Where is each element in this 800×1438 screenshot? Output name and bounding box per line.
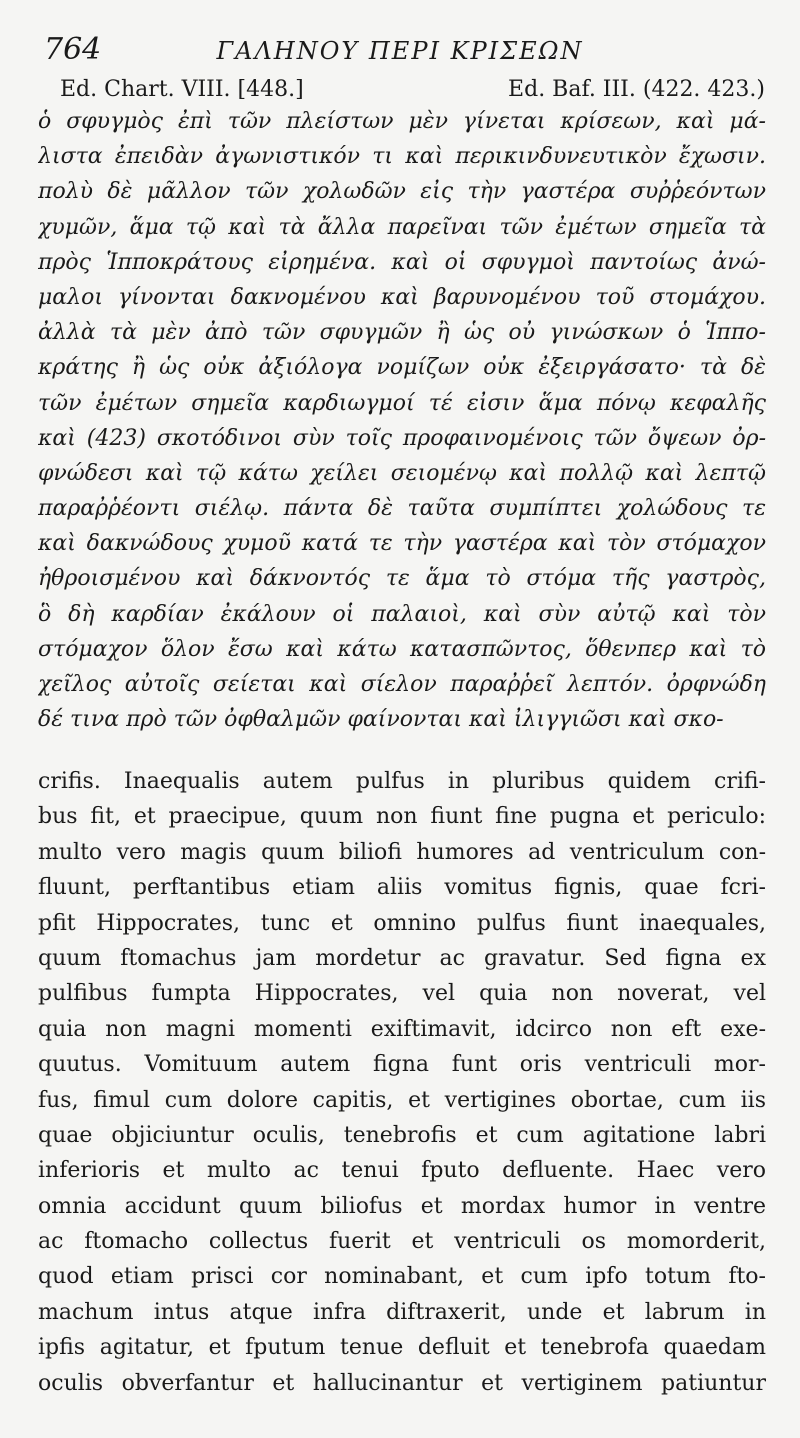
latin-text-line: quum ftomachus jam mordetur ac gravatur. Sed figna ex	[38, 945, 766, 971]
greek-text-block	[38, 104, 766, 737]
page-header	[0, 32, 800, 68]
latin-text-line: crifis. Inaequalis autem pulfus in pluribus quidem crifi-	[38, 769, 766, 794]
latin-text-line: pfit Hippocrates, tunc et omnino pulfus fiunt inaequales,	[38, 910, 766, 936]
latin-text-line: fluunt, perftantibus etiam aliis vomitus fignis, quae fcri-	[38, 875, 766, 901]
latin-text-line: inferioris et multo ac tenui fputo defluente. Haec vero	[38, 1158, 766, 1184]
latin-text-block	[38, 764, 766, 1401]
latin-text-line: omnia accidunt quum biliofus et mordax humor in ventre	[38, 1193, 766, 1219]
latin-text-line: quia non magni momenti exiftimavit, idcirco non eft exe-	[38, 1016, 766, 1042]
greek-text-line: λιστα ἐπειδὰν ἀγωνιστικόν τι καὶ περικινδυνευτικὸν ἔχωσιν.	[38, 144, 766, 170]
latin-text-line: ac ftomacho collectus fuerit et ventriculi os momorderit,	[38, 1229, 766, 1255]
edition-basel-reference: Ed. Baf. III. (422. 423.)	[508, 77, 765, 102]
latin-text-line: machum intus atque infra diftraxerit, unde et labrum in	[38, 1299, 766, 1325]
greek-text-line: ὃ δὴ καρδίαν ἐκάλουν οἱ παλαιοὶ, καὶ σὺν αὐτῷ καὶ τὸν	[38, 601, 766, 627]
greek-text-line: καὶ δακνώδους χυμοῦ κατά τε τὴν γαστέρα καὶ τὸν στόμαχον	[38, 531, 766, 557]
latin-text-line: oculis obverfantur et hallucinantur et vertiginem patiuntur	[38, 1370, 766, 1396]
edition-references	[40, 76, 765, 104]
latin-text-line: quod etiam prisci cor nominabant, et cum ipfo totum fto-	[38, 1264, 766, 1290]
greek-text-line: στόμαχον ὅλον ἔσω καὶ κάτω κατασπῶντος, ὅθενπερ καὶ τὸ	[38, 636, 766, 662]
greek-text-line: καὶ (423) σκοτόδινοι σὺν τοῖς προφαινομένοις τῶν ὄψεων ὀρ-	[38, 425, 766, 451]
greek-text-line: φνώδεσι καὶ τῷ κάτω χείλει σειομένῳ καὶ πολλῷ καὶ λεπτῷ	[38, 460, 766, 486]
greek-text-line: τῶν ἐμέτων σημεῖα καρδιωγμοί τέ εἰσιν ἅμα πόνῳ κεφαλῆς	[38, 390, 766, 416]
greek-text-line: χυμῶν, ἅμα τῷ καὶ τὰ ἄλλα παρεῖναι τῶν ἐμέτων σημεῖα τὰ	[38, 214, 766, 240]
latin-text-line: quutus. Vomituum autem figna funt oris ventriculi mor-	[38, 1052, 766, 1078]
greek-text-line: μαλοι γίνονται δακνομένου καὶ βαρυνομένου τοῦ στομάχου.	[38, 284, 766, 310]
latin-text-line: multo vero magis quum biliofi humores ad ventriculum con-	[38, 839, 766, 865]
greek-text-line: ἀλλὰ τὰ μὲν ἀπὸ τῶν σφυγμῶν ἢ ὡς οὐ γινώσκων ὁ Ἱππο-	[38, 320, 766, 346]
greek-text-line: ὁ σφυγμὸς ἐπὶ τῶν πλείστων μὲν γίνεται κρίσεων, καὶ μά-	[38, 109, 766, 134]
greek-text-line: παραῤῥέοντι σιέλῳ. πάντα δὲ ταῦτα συμπίπτει χολώδους τε	[38, 496, 766, 522]
greek-text-line: κράτης ἢ ὡς οὐκ ἀξιόλογα νομίζων οὐκ ἐξειργάσατο· τὰ δὲ	[38, 355, 766, 381]
latin-text-line: bus fit, et praecipue, quum non fiunt fine pugna et periculo:	[38, 804, 766, 830]
greek-text-line: πρὸς Ἱπποκράτους εἰρημένα. καὶ οἱ σφυγμοὶ παντοίως ἀνώ-	[38, 249, 766, 275]
running-title: ΓΑΛΗΝΟΥ ΠΕΡΙ ΚΡΙΣΕΩΝ	[216, 37, 584, 65]
edition-chart-reference: Ed. Chart. VIII. [448.]	[60, 77, 304, 102]
greek-text-line: πολὺ δὲ μᾶλλον τῶν χολωδῶν εἰς τὴν γαστέρα συῤῥεόντων	[38, 179, 766, 205]
greek-text-line: χεῖλος αὐτοῖς σείεται καὶ σίελον παραῤῥεῖ λεπτόν. ὀρφνώδη	[38, 672, 766, 697]
latin-text-line: ipfis agitatur, et fputum tenue defluit et tenebrofa quaedam	[38, 1335, 766, 1361]
greek-text-line: ἠθροισμένου καὶ δάκνοντός τε ἅμα τὸ στόμα τῆς γαστρὸς,	[38, 566, 766, 592]
greek-text-line: δέ τινα πρὸ τῶν ὀφθαλμῶν φαίνονται καὶ ἰλιγγιῶσι καὶ σκο-	[38, 707, 724, 733]
latin-text-line: quae objiciuntur oculis, tenebrofis et cum agitatione labri	[38, 1122, 766, 1148]
page-number: 764	[44, 32, 102, 67]
latin-text-line: fus, fimul cum dolore capitis, et vertigines obortae, cum iis	[38, 1087, 766, 1113]
latin-text-line: pulfibus fumpta Hippocrates, vel quia non noverat, vel	[38, 981, 766, 1007]
